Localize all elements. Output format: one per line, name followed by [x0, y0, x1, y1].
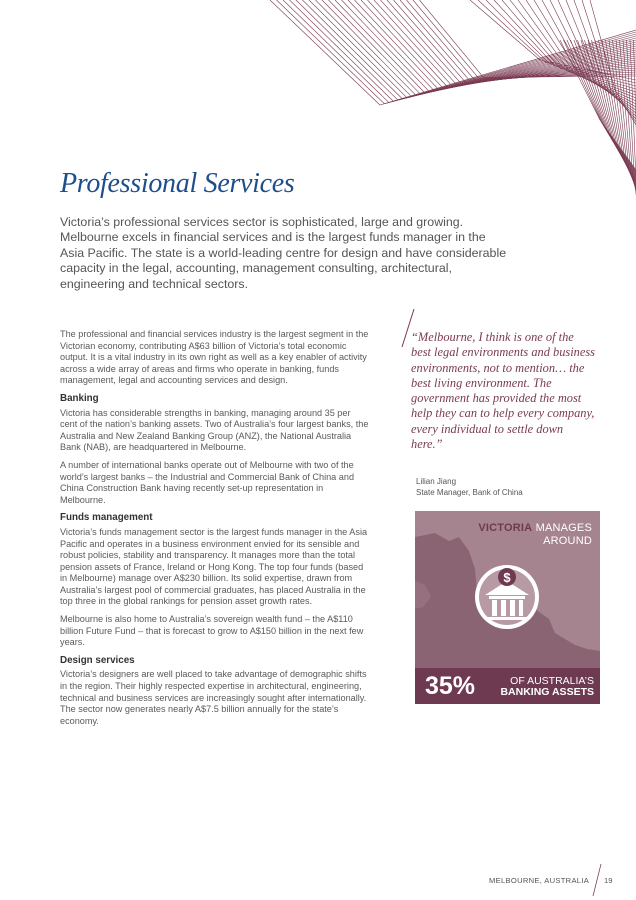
section-heading-banking: Banking	[60, 392, 99, 404]
stat-band	[415, 668, 600, 704]
footer-label: MELBOURNE, AUSTRALIA	[489, 876, 590, 885]
decorative-line	[283, 0, 636, 103]
intro-paragraph: Victoria’s professional services sector is sophisticated, large and growing. Melbourne excels in financial services and is the largest funds manager in the Asia Pacific. The state is a world-leading centre for design and have considerable capacity in the legal, accounting, management consulting, architectural, engineering and technical sectors.	[60, 215, 507, 291]
page-title: Professional Services	[60, 168, 295, 199]
body-paragraph: Victoria’s funds management sector is the largest funds manager in the Asia Pacific and operates in a business environment envied for its sensible and robust policies, stability and transparency. It manages more than the total pension assets of France, Ireland or Hong Kong. The top four funds (based in Melbourne) manage over A$230 billion. Its solid expertise, drawn from Australia’s largest pool of commercial graduates, has placed Australia in the top three in the global rankings for pension asset growth rates.	[60, 526, 368, 607]
stat-infographic	[415, 511, 600, 704]
body-paragraph: Victoria has considerable strengths in banking, managing around 35 per cent of the nation’s banking assets. Two of Australia’s four largest banks, the Australia and New Zealand Banking Group (ANZ), the National Australia Bank (NAB), are headquartered in Melbourne.	[60, 407, 369, 453]
footer-divider	[592, 864, 602, 896]
quote-author: Lilian Jiang	[416, 477, 457, 486]
body-paragraph: The professional and financial services industry is the largest segment in the Victorian economy, contributing A$63 billion of Victoria’s total economic output. It is a vital industry in its own right as well as a key enabler of activity across a wide array of areas and firms who operate in banking, funds management, legal and accounting services and design.	[60, 329, 369, 386]
body-column	[60, 329, 370, 733]
dollar-icon: $	[503, 570, 511, 585]
quote-attribution	[416, 476, 523, 498]
stat-value: 35%	[425, 672, 476, 700]
page-number: 19	[604, 876, 613, 885]
stat-heading: VICTORIA MANAGES AROUND	[478, 522, 592, 547]
body-paragraph: Melbourne is also home to Australia’s sovereign wealth fund – the A$110 billion Future Fund – that is forecast to grow to A$150 billion in the next few years.	[60, 614, 364, 648]
section-heading-design-services: Design services	[60, 654, 135, 666]
quote-role: State Manager, Bank of China	[416, 488, 523, 497]
stat-label: OF AUSTRALIA’S BANKING ASSETS	[500, 675, 594, 698]
body-paragraph: A number of international banks operate out of Melbourne with two of the world’s largest banks – the Industrial and Commercial Bank of China and China Construction Bank having recently set-up representation in Melbourne.	[60, 459, 355, 505]
body-paragraph: Victoria’s designers are well placed to take advantage of demographic shifts in the region. Their highly respected expertise in architectural, engineering, technical and business services are increasingly sought after internationally. The sector now generates nearly A$7.5 billion annually for the state’s economy.	[60, 669, 367, 726]
bank-icon	[475, 565, 539, 629]
decorative-line	[296, 0, 636, 100]
pull-quote: “Melbourne, I think is one of the best legal environments and business environments, not to mention… the best living environment. The government has provided the most help they can to help every company, every individual to settle down here.”	[411, 330, 596, 452]
section-heading-funds-management: Funds management	[60, 512, 153, 524]
